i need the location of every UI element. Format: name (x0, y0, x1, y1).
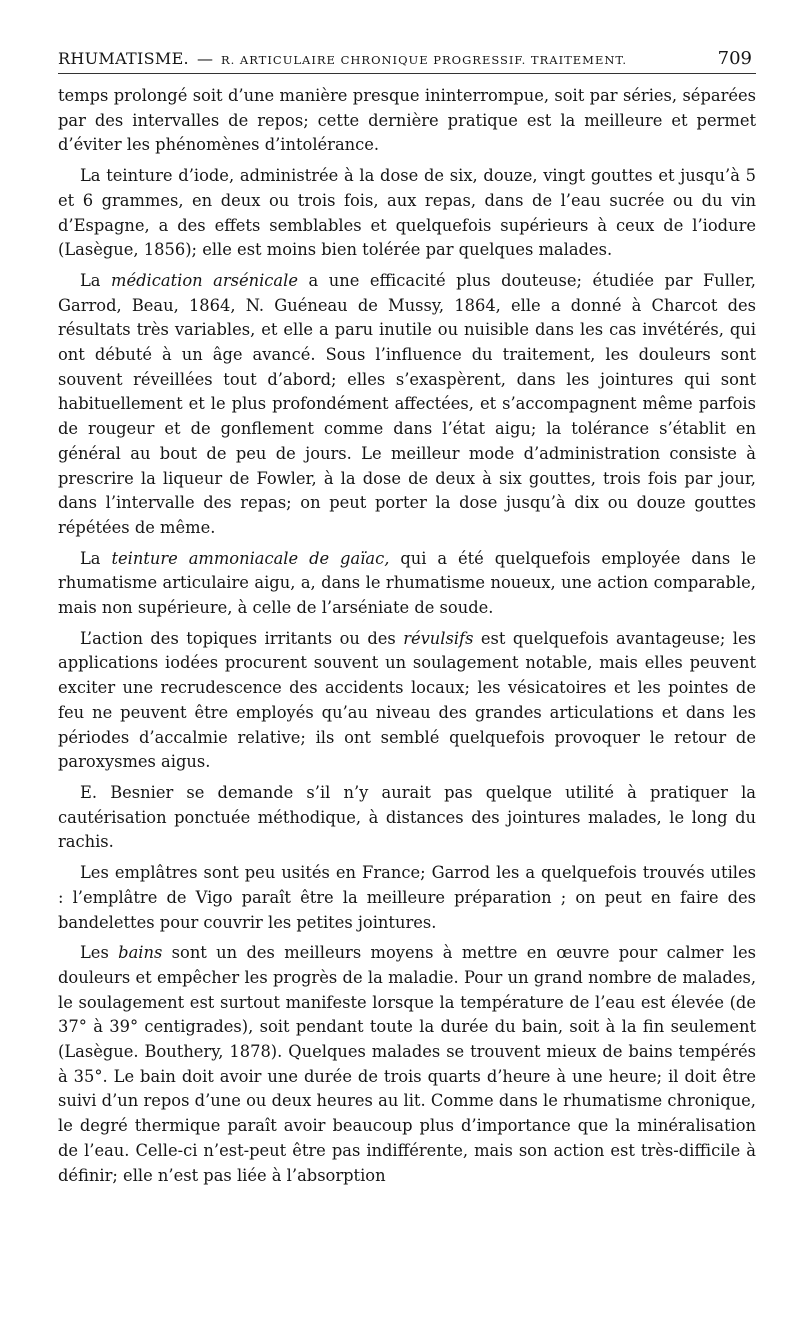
header-separator: — (196, 49, 213, 68)
text-segment: a une efficacité plus douteuse; étudiée par Fuller, Garrod, Beau, 1864, N. Guéneau de Mussy, 1864, elle a donné à Charcot des résultats très variables, et elle a paru inutile ou nuisible dans les cas invétérés, qui ont débuté à un âge avancé. Sous l’influence du traitement, les douleurs sont souvent réveillées tout d’abord; elles s’exaspèrent, dans les jointures qui sont habituellement et le plus profondément affectées, et s’accompagnent même parfois de rougeur et de gonflement comme dans l’état aigu; la tolérance s’établit en général au bout de peu de jours. Le meilleur mode d’administration consiste à prescrire la liqueur de Fowler, à la dose de deux à six gouttes, trois fois par jour, dans l’intervalle des repas; on peut porter la dose jusqu’à dix ou douze gouttes répétées de même. (58, 270, 756, 537)
text-segment: Les emplâtres sont peu usités en France; Garrod les a quelquefois trouvés utiles : l’emplâtre de Vigo paraît être la meilleure préparation ; on peut en faire des bandelettes pour couvrir les petites jointures. (58, 863, 756, 932)
text-segment: Les (80, 943, 119, 963)
italic-text: bains (118, 943, 163, 963)
text-segment: sont un des meilleurs moyens à mettre en œuvre pour calmer les douleurs et empêcher les progrès de la maladie. Pour un grand nombre de malades, le soulagement est surtout manifeste lorsque la température de l’eau est élevée (de 37° à 39° centigrades), soit pendant toute la durée du bain, soit à la fin seulement (Lasègue. Bouthery, 1878). Quelques malades se trouvent mieux de bains tempérés à 35°. Le bain doit avoir une durée de trois quarts d’heure à une heure; il doit être suivi d’un repos d’une ou deux heures au lit. Comme dans le rhumatisme chronique, le degré thermique paraît avoir beaucoup plus d’importance que la minéralisation de l’eau. Celle-ci n’est-peut être pas indifférente, mais son action est très-difficile à définir; elle n’est pas liée à l’absorption (58, 943, 756, 1185)
italic-text: teinture ammoniacale de gaïac, (111, 548, 390, 568)
text-segment: temps prolongé soit d’une manière presque ininterrompue, soit par séries, séparées par des intervalles de repos; cette dernière pratique est la meilleure et permet d’éviter les phénomènes d’intolérance. (58, 86, 756, 155)
paragraph (58, 781, 756, 855)
paragraph (58, 164, 756, 263)
paragraph (58, 627, 756, 775)
header-title: RHUMATISME. (58, 49, 189, 68)
text-segment: E. Besnier se demande s’il n’y aurait pas quelque utilité à pratiquer la cautérisation ponctuée méthodique, à distances des jointures malades, le long du rachis. (58, 782, 756, 852)
italic-text: médication arsénicale (111, 270, 298, 290)
page-number: 709 (717, 48, 752, 69)
paragraph (58, 861, 756, 935)
running-header (58, 45, 756, 74)
text-segment: L’action des topiques irritants ou des (80, 628, 404, 648)
text-segment: La (80, 270, 112, 290)
paragraph (58, 84, 756, 158)
text-segment: La teinture d’iode, administrée à la dose de six, douze, vingt gouttes et jusqu’à 5 et 6 grammes, en deux ou trois fois, aux repas, dans de l’eau sucrée ou du vin d’Espagne, a des effets semblables et quelquefois supérieurs à ceux de l’iodure (Lasègue, 1856); elle est moins bien tolérée par quelques malades. (58, 166, 756, 260)
text-segment: La (80, 548, 112, 568)
paragraph (58, 941, 756, 1188)
body-text (58, 84, 756, 1188)
header-subtitle: R. ARTICULAIRE CHRONIQUE PROGRESSIF. TRAITEMENT. (220, 53, 628, 67)
text-segment: qui a été quelquefois employée dans le rhumatisme articulaire aigu, a, dans le rhumatisme noueux, une action comparable, mais non supérieure, à celle de l’arséniate de soude. (58, 548, 756, 618)
paragraph (58, 269, 756, 541)
italic-text: révulsifs (403, 628, 474, 648)
text-segment: est quelquefois avantageuse; les applications iodées procurent souvent un soulagement notable, mais elles peuvent exciter une recrudescence des accidents locaux; les vésicatoires et les pointes de feu ne peuvent être employés qu’au niveau des grandes articulations et dans les périodes d’accalmie relative; ils ont semblé quelquefois provoquer le retour de paroxysmes aigus. (58, 628, 756, 772)
paragraph (58, 547, 756, 621)
